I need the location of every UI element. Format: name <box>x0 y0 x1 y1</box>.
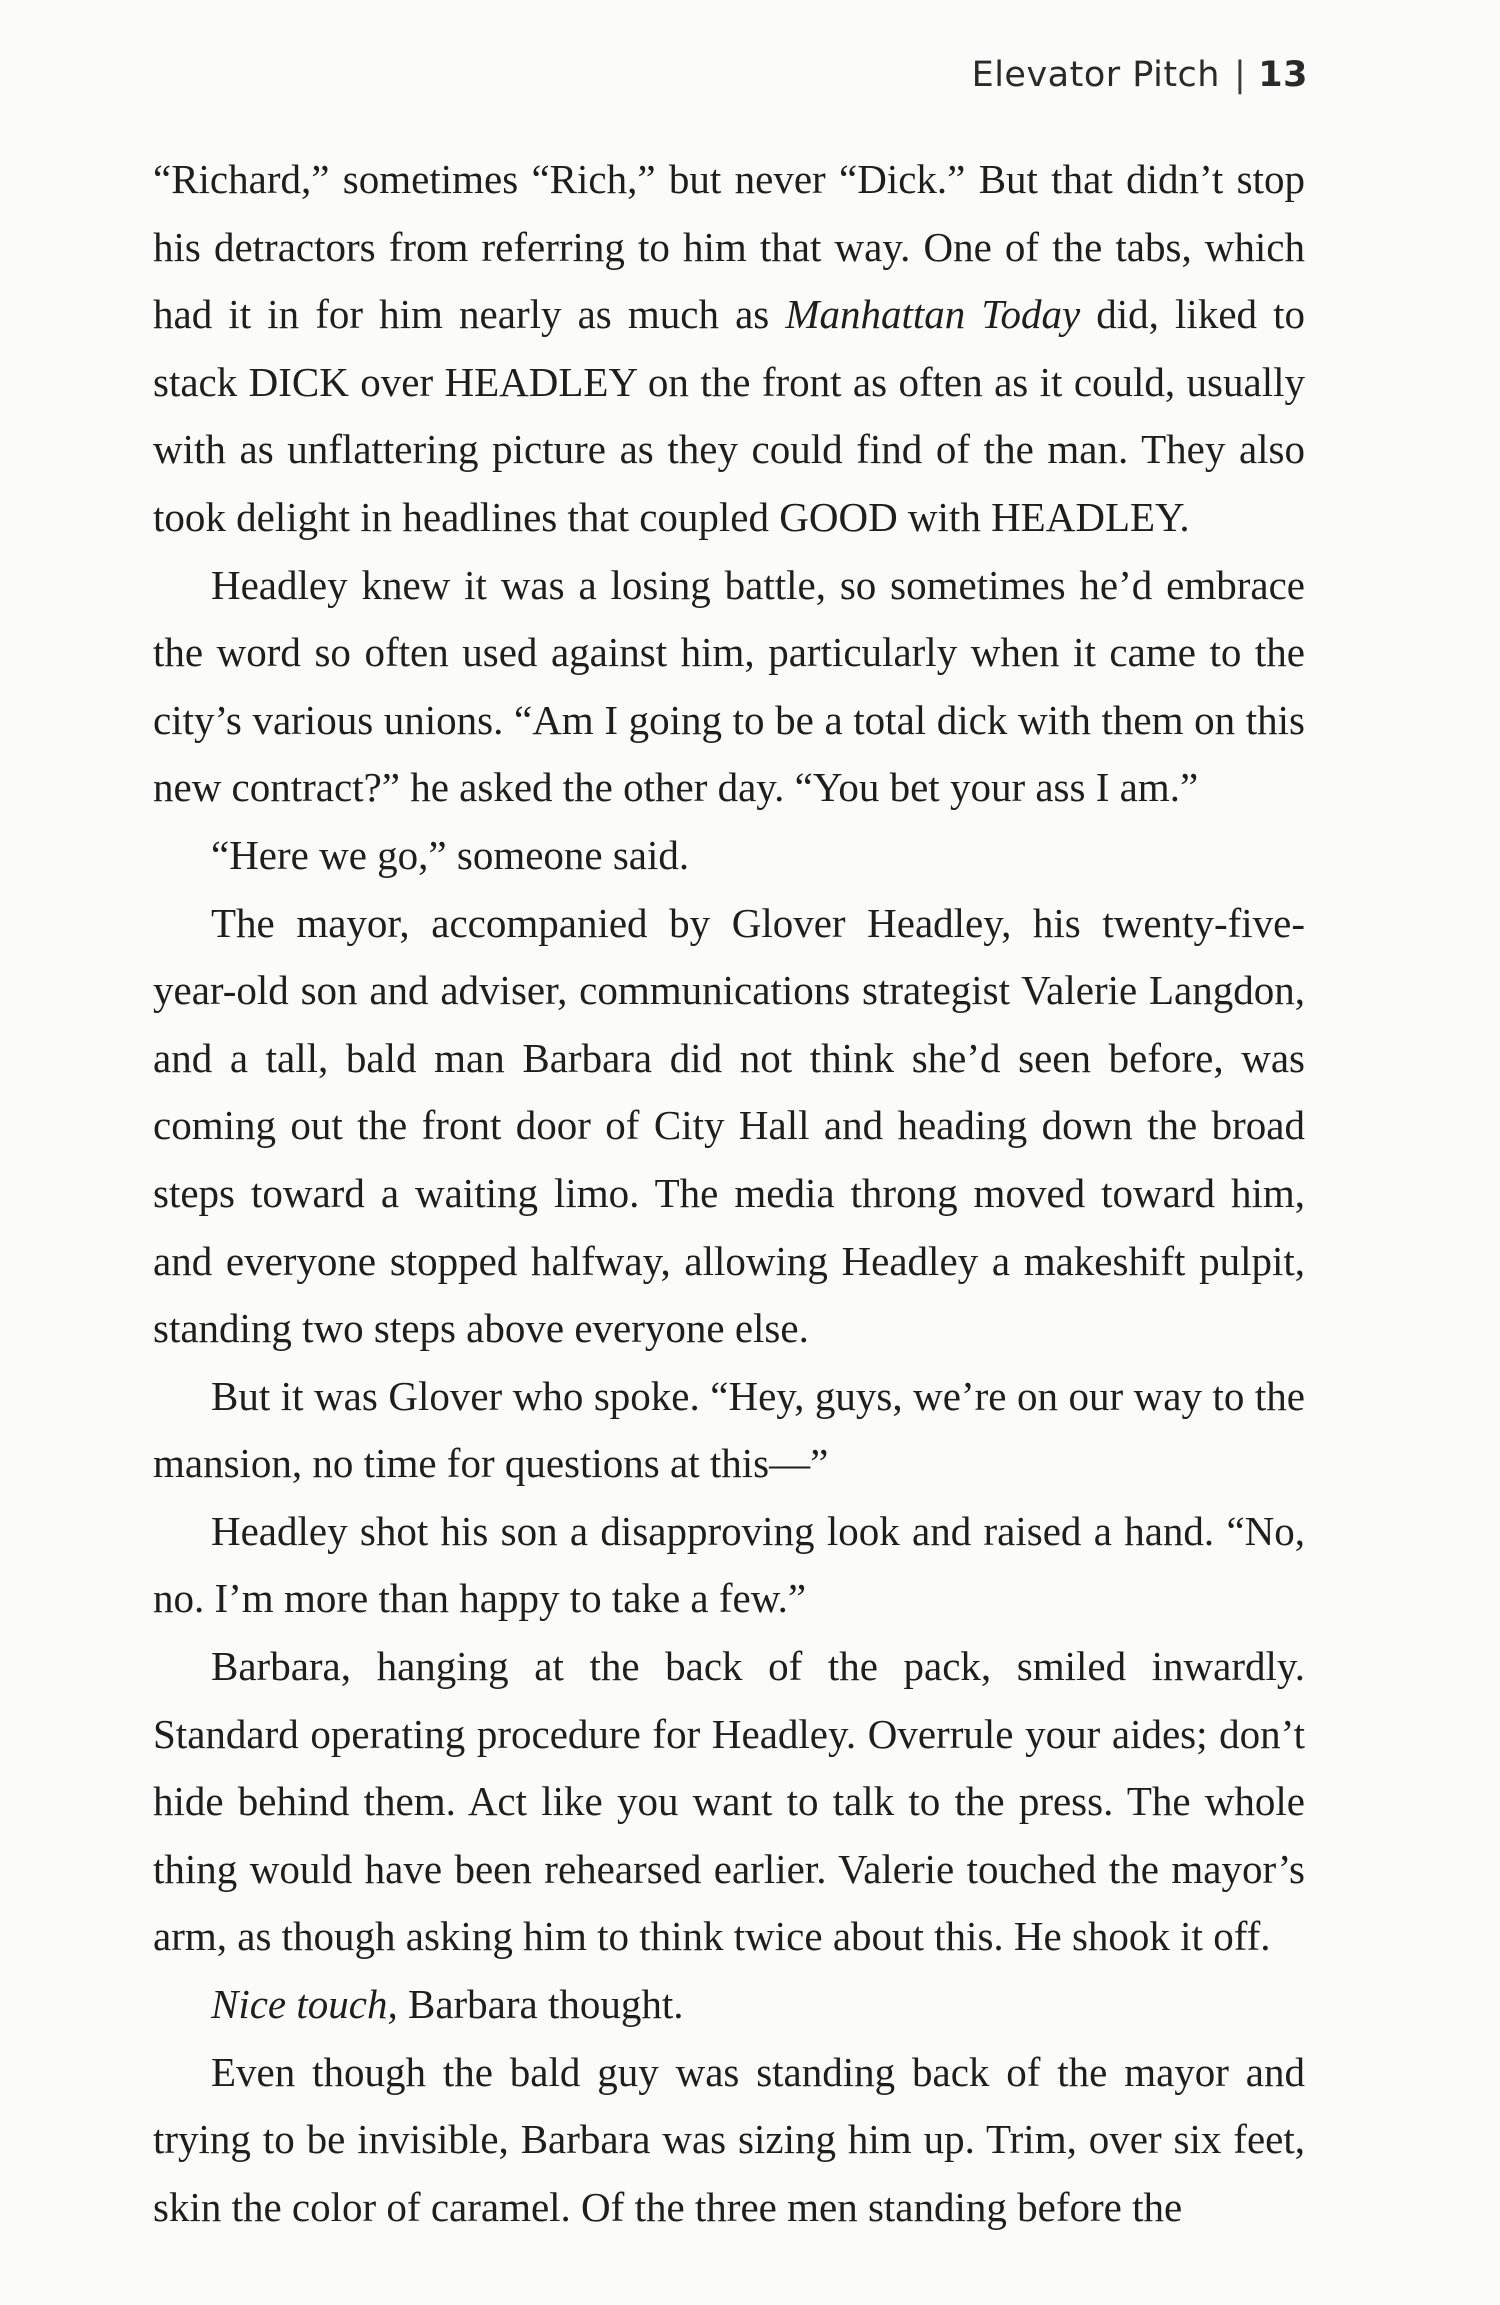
paragraph-9: Even though the bald guy was standing back of the mayor and trying to be invisible, Barbara was sizing him up. Trim, over six feet, skin the color of caramel. Of the three men standing before the <box>153 2048 1305 2230</box>
page-number: 13 <box>1258 55 1308 95</box>
paragraph-6: Headley shot his son a disapproving look and raised a hand. “No, no. I’m more than happy to take a few.” <box>153 1507 1305 1622</box>
running-head <box>972 55 1308 95</box>
paragraph-3: “Here we go,” someone said. <box>211 831 690 878</box>
paragraph-4: The mayor, accompanied by Glover Headley, his twenty-five-year-old son and adviser, communications strategist Valerie Langdon, and a tall, bald man Barbara did not think she’d seen before, was coming out the front door of City Hall and heading down the broad steps toward a waiting limo. The media throng moved toward him, and everyone stopped halfway, allowing Headley a makeshift pulpit, standing two steps above everyone else. <box>153 899 1305 1352</box>
book-title: Elevator Pitch <box>971 55 1220 95</box>
body-text <box>153 146 1305 2241</box>
paragraph-5: But it was Glover who spoke. “Hey, guys, we’re on our way to the mansion, no time for questions at this—” <box>153 1372 1305 1487</box>
italic-thought: Nice touch, <box>211 1981 398 2028</box>
paragraph-2: Headley knew it was a losing battle, so sometimes he’d embrace the word so often used against him, particularly when it came to the city’s various unions. “Am I going to be a total dick with them on this new contract?” he asked the other day. “You bet your ass I am.” <box>153 561 1305 811</box>
italic-publication-title: Manhattan Today <box>785 291 1081 338</box>
paragraph-8: Nice touch, Barbara thought. <box>211 1981 684 2028</box>
paragraph-7: Barbara, hanging at the back of the pack, smiled inwardly. Standard operating procedure for Headley. Overrule your aides; don’t hide behind them. Act like you want to talk to the press. The whole thing would have been rehearsed earlier. Valerie touched the mayor’s arm, as though asking him to think twice about this. He shook it off. <box>153 1643 1305 1960</box>
header-separator: | <box>1233 55 1247 95</box>
paragraph-1: “Richard,” sometimes “Rich,” but never “Dick.” But that didn’t stop his detractors from referring to him that way. One of the tabs, which had it in for him nearly as much as Manhattan Today did, liked to stack DICK over HEADLEY on the front as often as it could, usually with as unflattering picture as they could find of the man. They also took delight in headlines that coupled GOOD with HEADLEY. <box>153 156 1306 540</box>
